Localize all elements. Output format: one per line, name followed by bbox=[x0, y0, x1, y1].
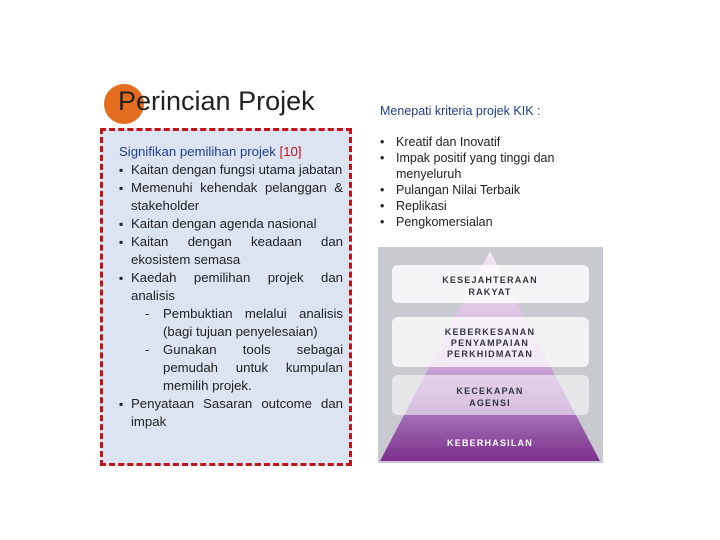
page-title: Perincian Projek bbox=[118, 86, 315, 116]
significance-item: ▪ Kaitan dengan agenda nasional bbox=[117, 215, 343, 233]
significance-item: ▪ Kaitan dengan fungsi utama jabatan bbox=[117, 161, 343, 179]
criteria-item: • Pengkomersialan bbox=[380, 214, 620, 230]
pyramid-level-3-line-1: KECEKAPAN bbox=[456, 386, 524, 396]
significance-item: ▪ Kaitan dengan keadaan dan ekosistem semasa bbox=[117, 233, 343, 269]
significance-item: ▪ Kaedah pemilihan projek dan analisis bbox=[117, 269, 343, 305]
significance-list bbox=[117, 161, 343, 431]
pyramid-level-1-line-1: KESEJAHTERAAN bbox=[442, 275, 538, 285]
pyramid-level-2-line-2: PENYAMPAIAN bbox=[450, 338, 530, 348]
pyramid-level-2-line-3: PERKHIDMATAN bbox=[446, 349, 534, 359]
criteria-item: • Impak positif yang tinggi dan menyeluruh bbox=[380, 150, 620, 182]
criteria-item: • Kreatif dan Inovatif bbox=[380, 134, 620, 150]
criteria-item: • Pulangan Nilai Terbaik bbox=[380, 182, 620, 198]
outcome-pyramid bbox=[378, 247, 603, 463]
pyramid-level-3-line-2: AGENSI bbox=[469, 398, 511, 408]
criteria-list bbox=[380, 134, 620, 230]
project-significance-box bbox=[100, 128, 352, 466]
significance-item: ▪ Memenuhi kehendak pelanggan & stakeholder bbox=[117, 179, 343, 215]
significance-item: ▪ Penyataan Sasaran outcome dan impak bbox=[117, 395, 343, 431]
criteria-heading: Menepati kriteria projek KIK : bbox=[380, 104, 541, 118]
significance-subitem: - Pembuktian melalui analisis (bagi tujuan penyelesaian) bbox=[117, 305, 343, 341]
significance-reference: [10] bbox=[279, 144, 302, 159]
pyramid-level-4-line-1: KEBERHASILAN bbox=[447, 438, 533, 448]
pyramid-level-1-line-2: RAKYAT bbox=[468, 287, 512, 297]
pyramid-level-2-line-1: KEBERKESANAN bbox=[444, 327, 536, 337]
significance-heading-text: Signifikan pemilihan projek bbox=[119, 144, 276, 159]
outcome-pyramid-image bbox=[378, 247, 603, 463]
significance-subitem: - Gunakan tools sebagai pemudah untuk kumpulan memilih projek. bbox=[117, 341, 343, 395]
criteria-item: • Replikasi bbox=[380, 198, 620, 214]
significance-heading bbox=[119, 143, 343, 161]
